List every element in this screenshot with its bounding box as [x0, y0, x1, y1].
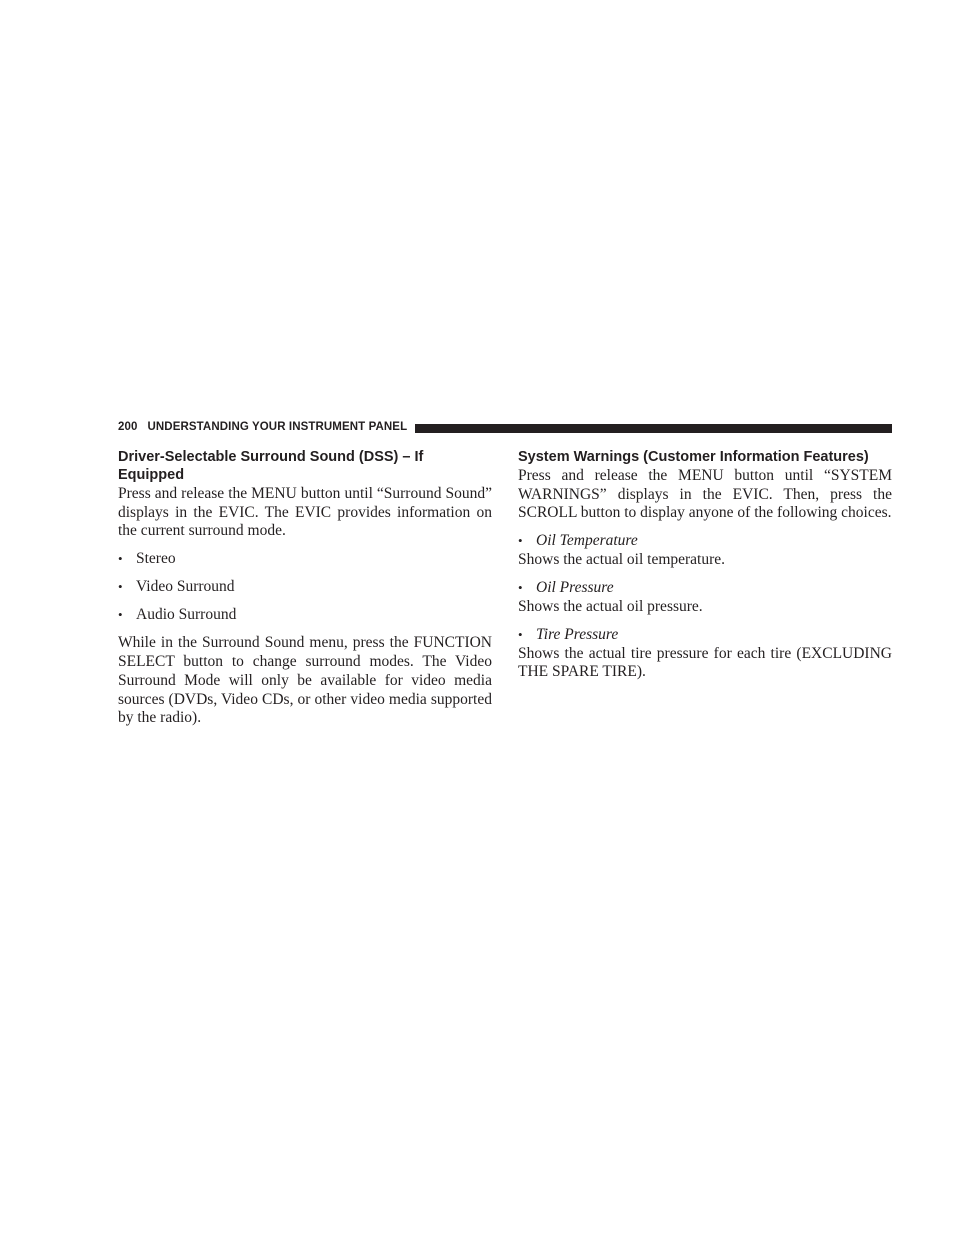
list-item-label: Stereo [136, 550, 176, 568]
list-item [118, 606, 492, 625]
page-number: 200 [118, 421, 138, 433]
list-item-label: Audio Surround [136, 606, 237, 624]
system-warnings-heading: System Warnings (Customer Information Features) [518, 449, 869, 465]
item-title: Oil Temperature [536, 532, 638, 550]
list-item [518, 532, 892, 551]
dss-heading: Driver-Selectable Surround Sound (DSS) – If Equipped [118, 449, 424, 483]
right-column [518, 448, 892, 682]
bullet-icon: • [518, 626, 523, 642]
bullet-icon: • [518, 533, 523, 549]
bullet-icon: • [118, 579, 123, 595]
item-description: Shows the actual oil pressure. [518, 597, 703, 615]
left-column [118, 448, 492, 728]
bullet-icon: • [118, 551, 123, 567]
item-description: Shows the actual tire pressure for each tire (EXCLUDING THE SPARE TIRE). [518, 644, 892, 681]
page-header [118, 420, 892, 435]
list-item-label: Video Surround [136, 578, 235, 596]
item-description: Shows the actual oil temperature. [518, 551, 726, 569]
dss-closing: While in the Surround Sound menu, press the FUNCTION SELECT button to change surround modes. The Video Surround Mode will only be available for video media sources (DVDs, Video CDs, or other video media supported by the radio). [118, 634, 492, 727]
running-head: UNDERSTANDING YOUR INSTRUMENT PANEL [147, 421, 408, 433]
system-warnings-intro: Press and release the MENU button until “SYSTEM WARNINGS” displays in the EVIC. Then, press the SCROLL button to display anyone of the following choices. [518, 467, 892, 522]
warning-item-list [518, 626, 892, 645]
warning-item-list [518, 532, 892, 551]
item-title: Tire Pressure [536, 625, 619, 643]
dss-intro: Press and release the MENU button until “Surround Sound” displays in the EVIC. The EVIC provides information on the current surround mode. [118, 485, 492, 540]
header-rule [415, 424, 892, 433]
bullet-icon: • [118, 607, 123, 623]
list-item [118, 578, 492, 597]
list-item [518, 579, 892, 598]
list-item [118, 550, 492, 569]
bullet-icon: • [518, 580, 523, 596]
list-item [518, 626, 892, 645]
warning-item-list [518, 579, 892, 598]
item-title: Oil Pressure [536, 579, 614, 597]
surround-mode-list [118, 550, 492, 625]
